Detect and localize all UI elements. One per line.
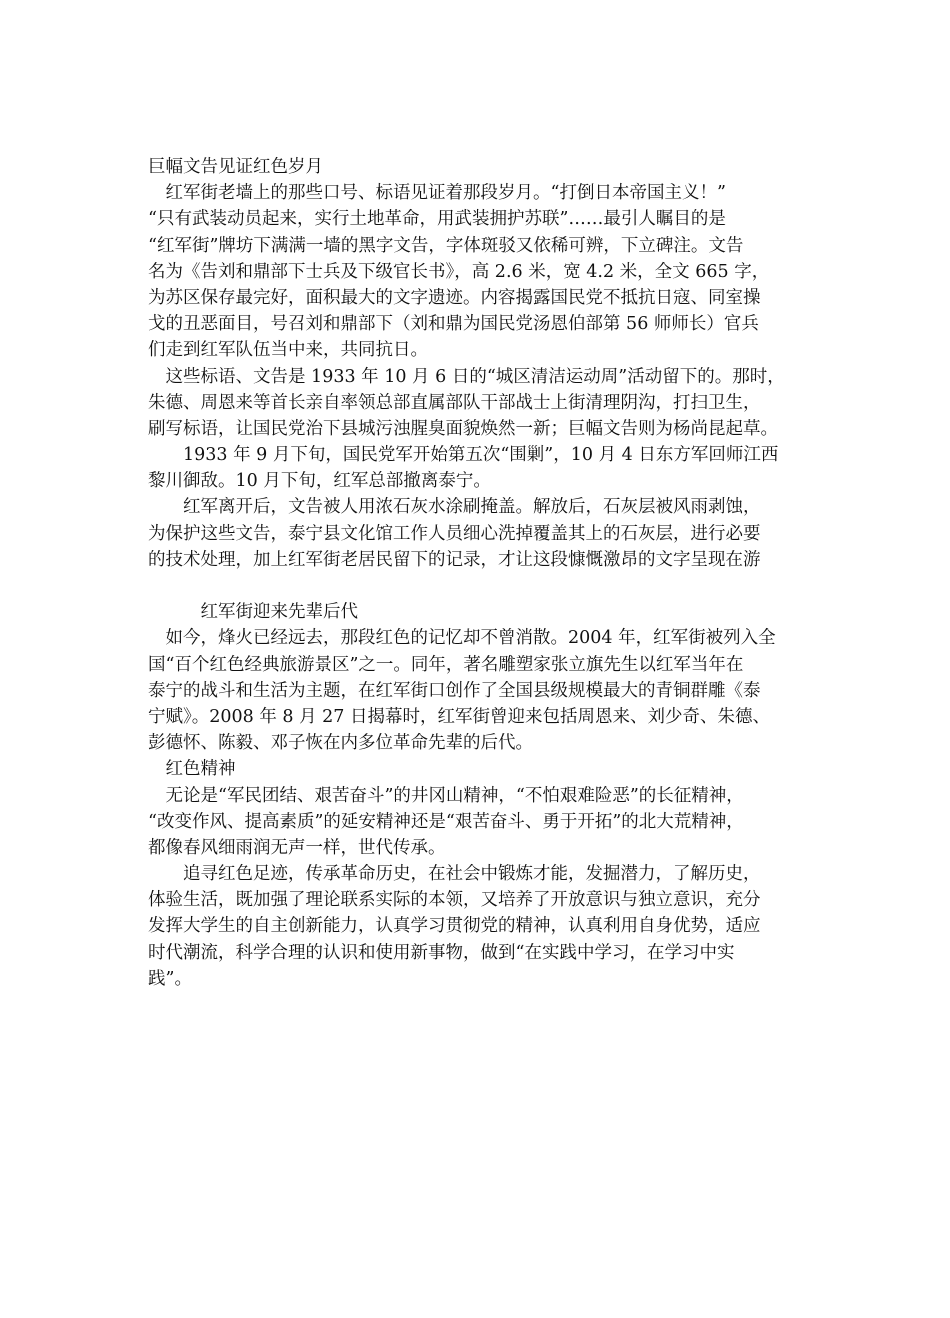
text-line: 宁赋》。2008 年 8 月 27 日揭幕时，红军街曾迎来包括周恩来、刘少奇、朱德、 <box>148 706 770 727</box>
paragraph <box>148 364 816 443</box>
section-title: 红色精神 <box>148 759 236 780</box>
text-line: 1933 年 9 月下旬，国民党军开始第五次“围剿”，10 月 4 日东方军回师江西 <box>148 445 779 466</box>
text-line: 泰宁的战斗和生活为主题，在红军街口创作了全国县级规模最大的青铜群雕《泰 <box>148 680 761 701</box>
text-line: 戈的丑恶面目，号召刘和鼎部下（刘和鼎为国民党汤恩伯部第 56 师师长）官兵 <box>148 314 759 335</box>
text-line: 这些标语、文告是 1933 年 10 月 6 日的“城区清洁运动周”活动留下的。那时， <box>148 366 785 387</box>
text-line: 为保护这些文告，泰宁县文化馆工作人员细心洗掉覆盖其上的石灰层，进行必要 <box>148 523 761 544</box>
paragraph <box>148 180 816 363</box>
text-line: 黎川御敌。10 月下旬，红军总部撤离泰宁。 <box>148 471 491 492</box>
text-line: 都像春风细雨润无声一样，世代传承。 <box>148 837 446 858</box>
text-line: 如今，烽火已经远去，那段红色的记忆却不曾消散。2004 年，红军街被列入全 <box>148 628 776 649</box>
section-1 <box>148 154 816 573</box>
text-line: 国“百个红色经典旅游景区”之一。同年，著名雕塑家张立旗先生以红军当年在 <box>148 654 744 675</box>
text-line: 体验生活，既加强了理论联系实际的本领，又培养了开放意识与独立意识，充分 <box>148 890 761 911</box>
section-2 <box>148 599 816 756</box>
section-title: 巨幅文告见证红色岁月 <box>148 157 323 177</box>
paragraph <box>148 861 816 992</box>
document-page <box>148 154 816 992</box>
text-line: 朱德、周恩来等首长亲自率领总部直属部队干部战士上街清理阴沟，打扫卫生， <box>148 392 761 413</box>
text-line: 红军离开后，文告被人用浓石灰水涂刷掩盖。解放后，石灰层被风雨剥蚀， <box>148 497 761 518</box>
section-title: 红军街迎来先辈后代 <box>148 602 358 623</box>
paragraph <box>148 494 816 573</box>
text-line: 发挥大学生的自主创新能力，认真学习贯彻党的精神，认真利用自身优势，适应 <box>148 916 761 937</box>
paragraph <box>148 783 816 862</box>
text-line: 无论是“军民团结、艰苦奋斗”的井冈山精神，“不怕艰难险恶”的长征精神， <box>148 785 744 806</box>
paragraph <box>148 625 816 756</box>
text-line: 时代潮流，科学合理的认识和使用新事物，做到“在实践中学习，在学习中实 <box>148 942 735 963</box>
text-line: “改变作风、提高素质”的延安精神还是“艰苦奋斗、勇于开拓”的北大荒精神， <box>148 811 744 832</box>
text-line: 刷写标语，让国民党治下县城污浊腥臭面貌焕然一新；巨幅文告则为杨尚昆起草。 <box>148 418 778 439</box>
text-line: 的技术处理，加上红军街老居民留下的记录，才让这段慷慨激昂的文字呈现在游 <box>148 549 761 570</box>
section-3 <box>148 756 816 992</box>
text-line: 红军街老墙上的那些口号、标语见证着那段岁月。“打倒日本帝国主义！” <box>148 183 726 204</box>
paragraph <box>148 442 816 494</box>
text-line: 追寻红色足迹，传承革命历史，在社会中锻炼才能，发掘潜力，了解历史， <box>148 864 761 885</box>
text-line: 彭德怀、陈毅、邓子恢在内多位革命先辈的后代。 <box>148 733 533 754</box>
blank-line <box>148 573 816 599</box>
text-line: 名为《告刘和鼎部下士兵及下级官长书》，高 2.6 米，宽 4.2 米，全文 665 字， <box>148 261 770 282</box>
text-line: 们走到红军队伍当中来，共同抗日。 <box>148 340 428 361</box>
text-line: “只有武装动员起来，实行土地革命，用武装拥护苏联”……最引人瞩目的是 <box>148 209 726 230</box>
text-line: 践”。 <box>148 968 192 989</box>
text-line: “红军街”牌坊下满满一墙的黑字文告，字体斑驳又依稀可辨，下立碑注。文告 <box>148 235 744 256</box>
text-line: 为苏区保存最完好，面积最大的文字遗迹。内容揭露国民党不抵抗日寇、同室操 <box>148 287 761 308</box>
